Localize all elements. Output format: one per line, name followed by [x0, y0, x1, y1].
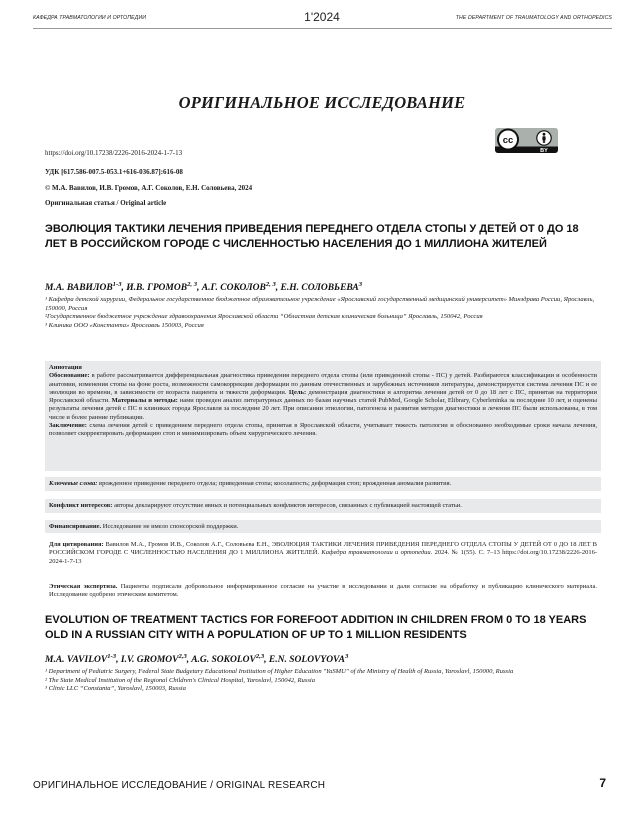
author-affil-sup: 2, 3 — [265, 280, 276, 288]
affiliation-item: ² The State Medical Institution of the Regional Children's Clinical Hospital, Yaroslavl, 150042, Russia — [45, 676, 316, 684]
author-name: М.А. ВАВИЛОВ — [45, 283, 113, 293]
conclusion-label: Заключение: — [49, 422, 87, 430]
ethics-block — [45, 583, 601, 600]
methods-text: нами проведен анализ литературных данных по базам научных статей PubMed, Google Scholar, Elibrary, Cyberleninka за последние 10 лет, и оценены результаты лечения детей с ПС в клиниках города Ярославля за последние 20 лет. При описании этиологии, патогенеза и развития методов диагностики и лечения ПС были использованы, в том числе и более ранние публикации. — [49, 397, 597, 421]
udk-code: УДК [617.586-007.5-053.1+616-036.87]:616-08 — [45, 168, 183, 176]
author-affil-sup: 3 — [345, 652, 349, 660]
author-affil-sup: 3 — [358, 280, 363, 288]
rationale-text: в работе рассматривается дифференциальная диагностика приведения переднего отдела стопы (или приведенной стопы - ПС) у детей. Разбираются классификации и особенности анатомии, изменения стопы на фоне роста, возможности самокоррекции деформации по данным отечественных и зарубежных источников литературы, демонстрируется система лечения ПС и ее эволюция во времени, в зависимости от возраста пациента и тяжести деформации. — [49, 372, 597, 396]
ethics-label: Этическая экспертиза. — [49, 583, 118, 590]
journal-header-right: THE DEPARTMENT OF TRAUMATOLOGY AND ORTHOPEDICS — [455, 15, 612, 21]
author-affil-sup: 1-3 — [107, 652, 117, 660]
journal-header-left: КАФЕДРА ТРАВМАТОЛОГИИ И ОРТОПЕДИИ — [33, 15, 147, 21]
funding-label: Финансирование. — [49, 523, 102, 530]
author-name: И.В. ГРОМОВ — [126, 283, 188, 293]
issue-number: 1'2024 — [304, 10, 340, 24]
article-type: Оригинальная статья / Original article — [45, 199, 167, 207]
author-name: E.N. SOLOVYOVA — [268, 655, 346, 665]
authors-en: M.A. VAVILOV$^{1-3}$, I.V. GROMOV$^{2,3}$, A.G. SOKOLOV$^{2,3}$, E.N. SOLOVYOVA$^3$ — [45, 652, 349, 665]
doi-link[interactable]: https://doi.org/10.17238/2226-2016-2024-1-7-13 — [45, 149, 183, 157]
affiliations-en — [45, 668, 603, 694]
conclusion-text: схема лечения детей с приведением переднего отдела стопы, принятая в Ярославской области, учитывает тяжесть патологии и обоснованно необходимые сроки начала лечения, позволяет скорректировать деформацию стоп и минимизировать объем хирургического лечения. — [49, 422, 597, 438]
author-affil-sup: 1-3 — [112, 280, 122, 288]
author-affil-sup: 2,3 — [178, 652, 187, 660]
author-name: M.A. VAVILOV — [45, 655, 108, 665]
citation-text: Вавилов М.А., Громов И.В., Соколов А.Г., Соловьева Е.Н., ЭВОЛЮЦИЯ ТАКТИКИ ЛЕЧЕНИЯ ПРИВЕДЕНИЯ ПЕРЕДНЕГО ОТДЕЛА СТОПЫ У ДЕТЕЙ ОТ 0 ДО 18 ЛЕТ В РОССИЙСКОМ ГОРОДЕ С ЧИСЛЕННОСТЬЮ НАСЕЛЕНИЯ ДО 1 МИЛЛИОНА ЖИТЕЛЕЙ. — [49, 541, 597, 557]
abstract-heading: Аннотация — [49, 364, 82, 371]
author-name: Е.Н. СОЛОВЬЕВА — [280, 283, 359, 293]
by-label: BY — [540, 148, 548, 153]
author-name: I.V. GROMOV — [120, 655, 179, 665]
citation-journal: Кафедра травматологии и ортопедии. — [321, 549, 433, 557]
svg-text:cc: cc — [502, 135, 514, 147]
aim-label: Цель: — [286, 388, 307, 396]
author-affil-sup: 2,3 — [255, 652, 265, 660]
abstract-box — [45, 361, 601, 471]
attribution-person-icon — [537, 131, 551, 145]
aim-text: демонстрация диагностики и алгоритма лечения детей от 0 до 18 лет с ПС, принятая на территории Ярославской области. — [49, 388, 597, 405]
citation-block — [45, 541, 601, 566]
funding-row — [45, 520, 601, 533]
citation-rest: 2024. № 1(55). С. 7–13 https://doi.org/10.17238/2226-2016-2024-1-7-13 — [49, 549, 597, 565]
affiliation-item: ²Государственное бюджетное учреждение здравоохранения Ярославской области “Областная детская клиническая больница” Ярославль, 150042, Россия — [45, 313, 483, 321]
conflict-text: авторы декларируют отсутствие явных и потенциальных конфликтов интересов, связанных с публикацией настоящей статьи. — [112, 502, 462, 509]
authors-ru: М.А. ВАВИЛОВ$^{1-3}$, И.В. ГРОМОВ$^{2, 3}$, А.Г. СОКОЛОВ$^{2, 3}$, Е.Н. СОЛОВЬЕВА$^3$ — [45, 280, 363, 293]
citation-label: Для цитирования: — [49, 541, 104, 548]
creative-commons-icon — [498, 130, 518, 150]
author-affil-sup: 2, 3 — [187, 280, 198, 288]
rationale-label: Обоснование: — [49, 372, 90, 380]
page-number: 7 — [599, 776, 606, 790]
methods-label: Материалы и методы: — [109, 397, 178, 405]
keywords-text: врожденное приведение переднего отдела; приведенная стопа; косолапость; деформация стоп; врожденная аномалия развития. — [97, 480, 452, 487]
affiliation-item: ¹ Department of Pediatric Surgery, Federal State Budgetary Educational Institution of Higher Education "YaSMU" of the Ministry of Health of Russia, Yaroslavl, 150000, Russia — [45, 668, 514, 675]
copyright-line: © М.А. Вавилов, И.В. Громов, А.Г. Соколов, Е.Н. Соловьева, 2024 — [45, 184, 253, 192]
footer-section-label: ОРИГИНАЛЬНОЕ ИССЛЕДОВАНИЕ / ORIGINAL RESEARCH — [33, 780, 326, 791]
affiliations-ru — [45, 296, 603, 330]
abstract-body — [49, 372, 597, 422]
author-name: A.G. SOKOLOV — [191, 655, 256, 665]
affiliation-item: ³ Clinic LLC “Constanta”, Yaroslavl, 150003, Russia — [45, 685, 186, 693]
cc-by-license-badge[interactable] — [495, 128, 558, 153]
affiliation-item: ¹ Кафедра детской хирургии, Федеральное государственное бюджетное образовательное учреждение «Ярославский государственный медицинский университет» Минздрава России, Ярославль, 150000, Россия — [45, 296, 595, 312]
article-title-ru: ЭВОЛЮЦИЯ ТАКТИКИ ЛЕЧЕНИЯ ПРИВЕДЕНИЯ ПЕРЕДНЕГО ОТДЕЛА СТОПЫ У ДЕТЕЙ ОТ 0 ДО 18 ЛЕТ В РОССИЙСКОМ ГОРОДЕ С ЧИСЛЕННОСТЬЮ НАСЕЛЕНИЯ ДО 1 МИЛЛИОНА ЖИТЕЛЕЙ — [45, 223, 579, 250]
abstract-conclusion — [49, 422, 597, 439]
funding-text: Исследование не имело спонсорской поддержки. — [101, 523, 239, 530]
keywords-label: Ключевые слова: — [49, 480, 98, 487]
ethics-text: Пациенты подписали добровольное информированное согласие на участие в исследовании и дали согласие на обработку и публикацию клинического материала. Исследование одобрено этическим комитетом. — [49, 583, 597, 599]
author-name: А.Г. СОКОЛОВ — [201, 283, 266, 293]
section-title: ОРИГИНАЛЬНОЕ ИССЛЕДОВАНИЕ — [178, 93, 466, 112]
keywords-row — [45, 477, 601, 491]
conflict-label: Конфликт интересов: — [49, 502, 113, 509]
header-divider — [33, 28, 612, 29]
conflict-row — [45, 499, 601, 513]
article-title-en: EVOLUTION OF TREATMENT TACTICS FOR FOREFOOT ADDITION IN CHILDREN FROM 0 TO 18 YEARS OLD IN A RUSSIAN CITY WITH A POPULATION OF UP TO 1 MILLION RESIDENTS — [45, 614, 587, 641]
affiliation-item: ³ Клиника ООО «Константа» Ярославль 150003, Россия — [45, 321, 204, 329]
